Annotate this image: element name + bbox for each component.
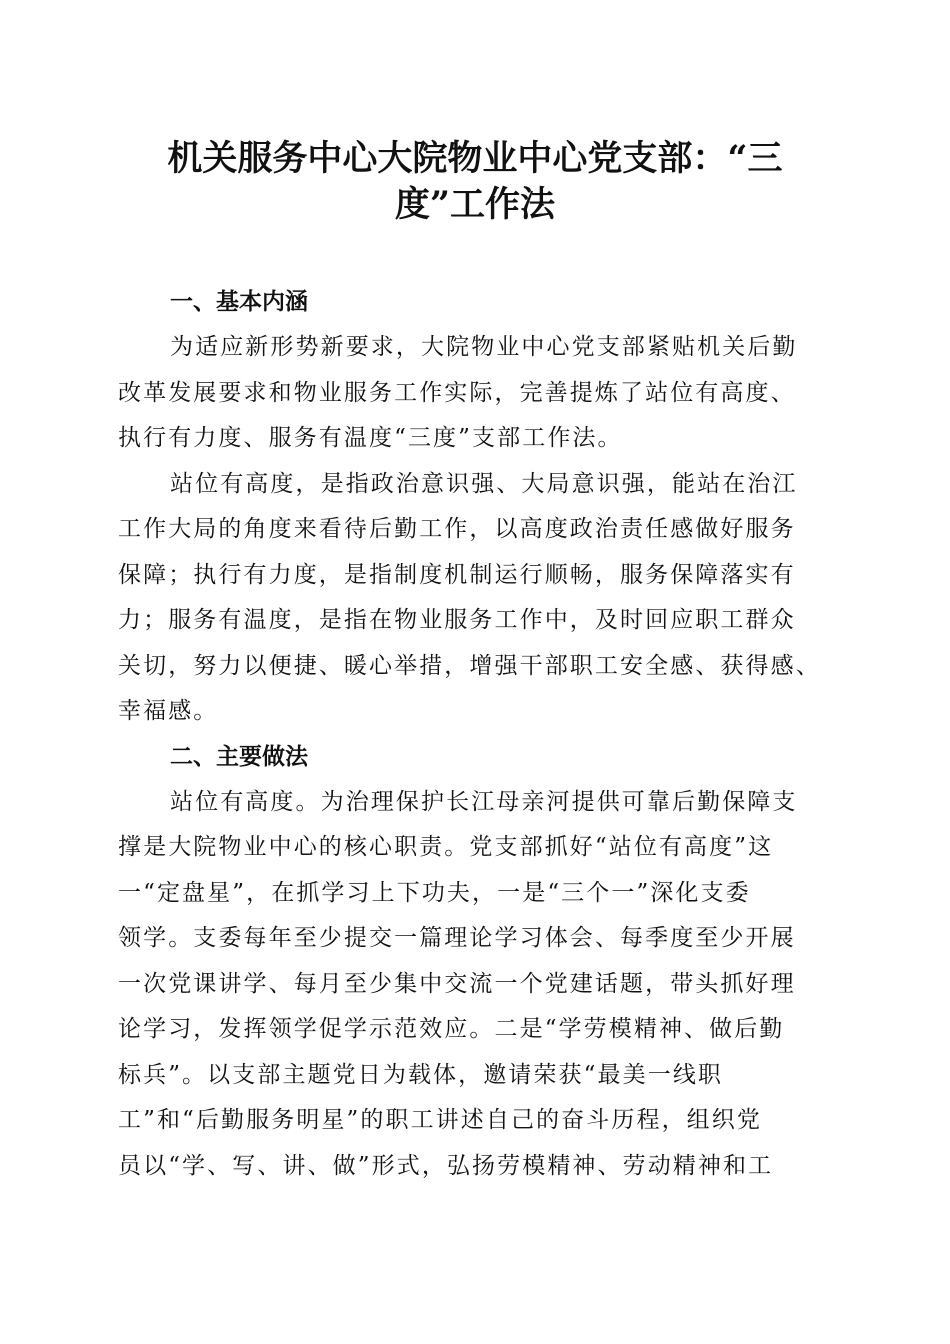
text-line: 一次党课讲学、每月至少集中交流一个党建话题，带头抓好理 [118, 970, 796, 997]
text-line: 改革发展要求和物业服务工作实际，完善提炼了站位有高度、 [118, 379, 796, 406]
text-line: 保障；执行有力度，是指制度机制运行顺畅，服务保障落实有 [118, 561, 796, 588]
document-title [118, 136, 832, 228]
text-line: 论学习，发挥领学促学示范效应。二是“学劳模精神、做后勤 [118, 1016, 785, 1042]
text-line: 工作大局的角度来看待后勤工作，以高度政治责任感做好服务 [118, 516, 796, 542]
paragraph [118, 462, 830, 735]
text-line: 站位有高度，是指政治意识强、大局意识强，能站在治江 [170, 470, 798, 497]
text-line: 幸福感。 [118, 698, 219, 724]
section-heading: 一、基本内涵 [170, 289, 308, 315]
text-line: 站位有高度。为治理保护长江母亲河提供可靠后勤保障支 [170, 788, 798, 815]
section-main-practices [118, 735, 830, 1190]
text-line: 力；服务有温度，是指在物业服务工作中，及时回应职工群众 [118, 607, 796, 633]
paragraph [118, 780, 830, 1190]
text-line: 关切，努力以便捷、暖心举措，增强干部职工安全感、获得感、 [118, 652, 821, 679]
section-heading: 二、主要做法 [170, 743, 308, 770]
text-line: 为适应新形势新要求，大院物业中心党支部紧贴机关后勤 [170, 334, 798, 360]
document-body [118, 280, 830, 1189]
section-basic-connotation [118, 280, 830, 735]
title-line: 度”工作法 [394, 184, 556, 225]
title-line: 机关服务中心大院物业中心党支部：“三 [167, 138, 783, 179]
text-line: 标兵”。以支部主题党日为载体，邀请荣获“最美一线职 [118, 1061, 724, 1088]
paragraph [118, 325, 830, 462]
text-line: 领学。支委每年至少提交一篇理论学习体会、每季度至少开展 [118, 925, 796, 951]
text-line: 撑是大院物业中心的核心职责。党支部抓好“站位有高度”这 [118, 834, 774, 860]
text-line: 工”和“后勤服务明星”的职工讲述自己的奋斗历程，组织党 [118, 1107, 762, 1133]
text-line: 执行有力度、服务有温度“三度”支部工作法。 [118, 425, 623, 451]
text-line: 一“定盘星”，在抓学习上下功夫，一是“三个一”深化支委 [118, 879, 751, 906]
text-line: 员以“学、写、讲、做”形式，弘扬劳模精神、劳动精神和工 [118, 1152, 774, 1179]
